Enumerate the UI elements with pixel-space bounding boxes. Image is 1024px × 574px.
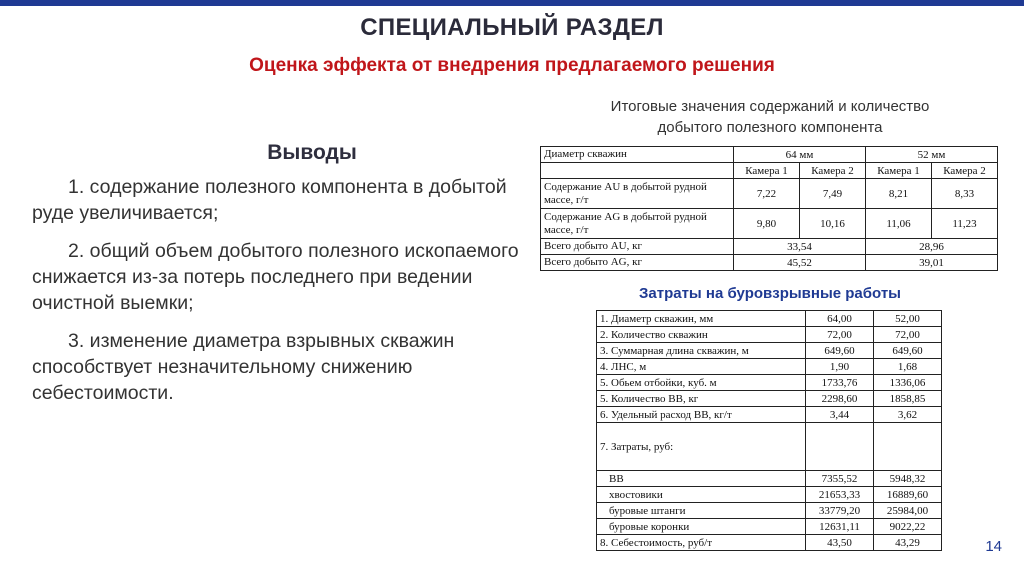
- table-cell: 72,00: [873, 327, 941, 343]
- table-cell: 9,80: [734, 209, 800, 239]
- table-cell: 1733,76: [806, 375, 874, 391]
- table-cell: 3,44: [806, 407, 874, 423]
- table-cell: Камера 1: [734, 163, 800, 179]
- table1-caption-line2: добытого полезного компонента: [657, 119, 883, 136]
- table-cell: Всего добыто AG, кг: [541, 255, 734, 271]
- table-cell: Содержание AU в добытой рудной массе, г/т: [541, 179, 734, 209]
- table-cell: 1858,85: [873, 391, 941, 407]
- table-cell: буровые штанги: [597, 503, 806, 519]
- table-cell: 2. Количество скважин: [597, 327, 806, 343]
- table-cell: 21653,33: [806, 487, 874, 503]
- table-cell: [806, 423, 874, 471]
- table-cell: 16889,60: [873, 487, 941, 503]
- table-cell: 649,60: [873, 343, 941, 359]
- table-cell: 5948,32: [873, 471, 941, 487]
- table-cell: буровые коронки: [597, 519, 806, 535]
- table-cell: 10,16: [800, 209, 866, 239]
- conclusions-block: [32, 140, 532, 418]
- table-cell: 3. Суммарная длина скважин, м: [597, 343, 806, 359]
- table-cell: 45,52: [734, 255, 866, 271]
- table-cell: 43,29: [873, 535, 941, 551]
- table-cell: 8,33: [932, 179, 998, 209]
- table-cell: Диаметр скважин: [541, 147, 734, 163]
- table-cell: 7,49: [800, 179, 866, 209]
- conclusion-item-1: 1. содержание полезного компонента в добытой руде увеличивается;: [32, 176, 507, 224]
- page-number: 14: [985, 538, 1002, 555]
- table-cell: 33,54: [734, 239, 866, 255]
- table-cell: 11,06: [866, 209, 932, 239]
- table-cell: 5. Количество ВВ, кг: [597, 391, 806, 407]
- table-cell: 28,96: [866, 239, 998, 255]
- table-cell: 25984,00: [873, 503, 941, 519]
- slide-subtitle: Оценка эффекта от внедрения предлагаемого решения: [249, 55, 775, 76]
- conclusion-item-3: 3. изменение диаметра взрывных скважин способствует незначительному снижению себестоимости.: [32, 330, 455, 404]
- table-cell: хвостовики: [597, 487, 806, 503]
- top-accent-bar: [0, 0, 1024, 6]
- table-cell: 1. Диаметр скважин, мм: [597, 311, 806, 327]
- table-cell: 8. Себестоимость, руб/т: [597, 535, 806, 551]
- conclusions-heading: Выводы: [267, 141, 357, 164]
- table-cell: 52,00: [873, 311, 941, 327]
- table-cell: Камера 2: [800, 163, 866, 179]
- table-cell: 39,01: [866, 255, 998, 271]
- table-cell: 1,90: [806, 359, 874, 375]
- table-cell: 1,68: [873, 359, 941, 375]
- table-cell: 2298,60: [806, 391, 874, 407]
- table-cell: 64 мм: [734, 147, 866, 163]
- table1-caption: [540, 96, 1000, 138]
- table-cell: 7,22: [734, 179, 800, 209]
- table-cell: 43,50: [806, 535, 874, 551]
- table-cell: 1336,06: [873, 375, 941, 391]
- table-cell: Содержание AG в добытой рудной массе, г/т: [541, 209, 734, 239]
- table-cell: 33779,20: [806, 503, 874, 519]
- table-cell: 4. ЛНС, м: [597, 359, 806, 375]
- table-cell: 6. Удельный расход ВВ, кг/т: [597, 407, 806, 423]
- table-cell: 72,00: [806, 327, 874, 343]
- table2-caption: Затраты на буровзрывные работы: [639, 285, 901, 302]
- table-cell: 12631,11: [806, 519, 874, 535]
- table-cell: 9022,22: [873, 519, 941, 535]
- results-table: [540, 146, 998, 271]
- table-cell: Камера 2: [932, 163, 998, 179]
- slide-title: СПЕЦИАЛЬНЫЙ РАЗДЕЛ: [360, 14, 664, 41]
- table-cell: 7. Затраты, руб:: [597, 423, 806, 471]
- table-cell: 7355,52: [806, 471, 874, 487]
- table-cell: Камера 1: [866, 163, 932, 179]
- costs-table: [596, 310, 942, 551]
- table-cell: 8,21: [866, 179, 932, 209]
- table-cell: [541, 163, 734, 179]
- table-cell: ВВ: [597, 471, 806, 487]
- table-cell: 5. Обьем отбойки, куб. м: [597, 375, 806, 391]
- table-cell: 649,60: [806, 343, 874, 359]
- table-cell: 52 мм: [866, 147, 998, 163]
- table-cell: Всего добыто AU, кг: [541, 239, 734, 255]
- table-cell: 64,00: [806, 311, 874, 327]
- table1-caption-line1: Итоговые значения содержаний и количество: [610, 98, 930, 115]
- table-cell: 11,23: [932, 209, 998, 239]
- table-cell: 3,62: [873, 407, 941, 423]
- table-cell: [873, 423, 941, 471]
- conclusion-item-2: 2. общий объем добытого полезного ископаемого снижается из-за потерь последнего при ведении очистной выемки;: [32, 240, 519, 314]
